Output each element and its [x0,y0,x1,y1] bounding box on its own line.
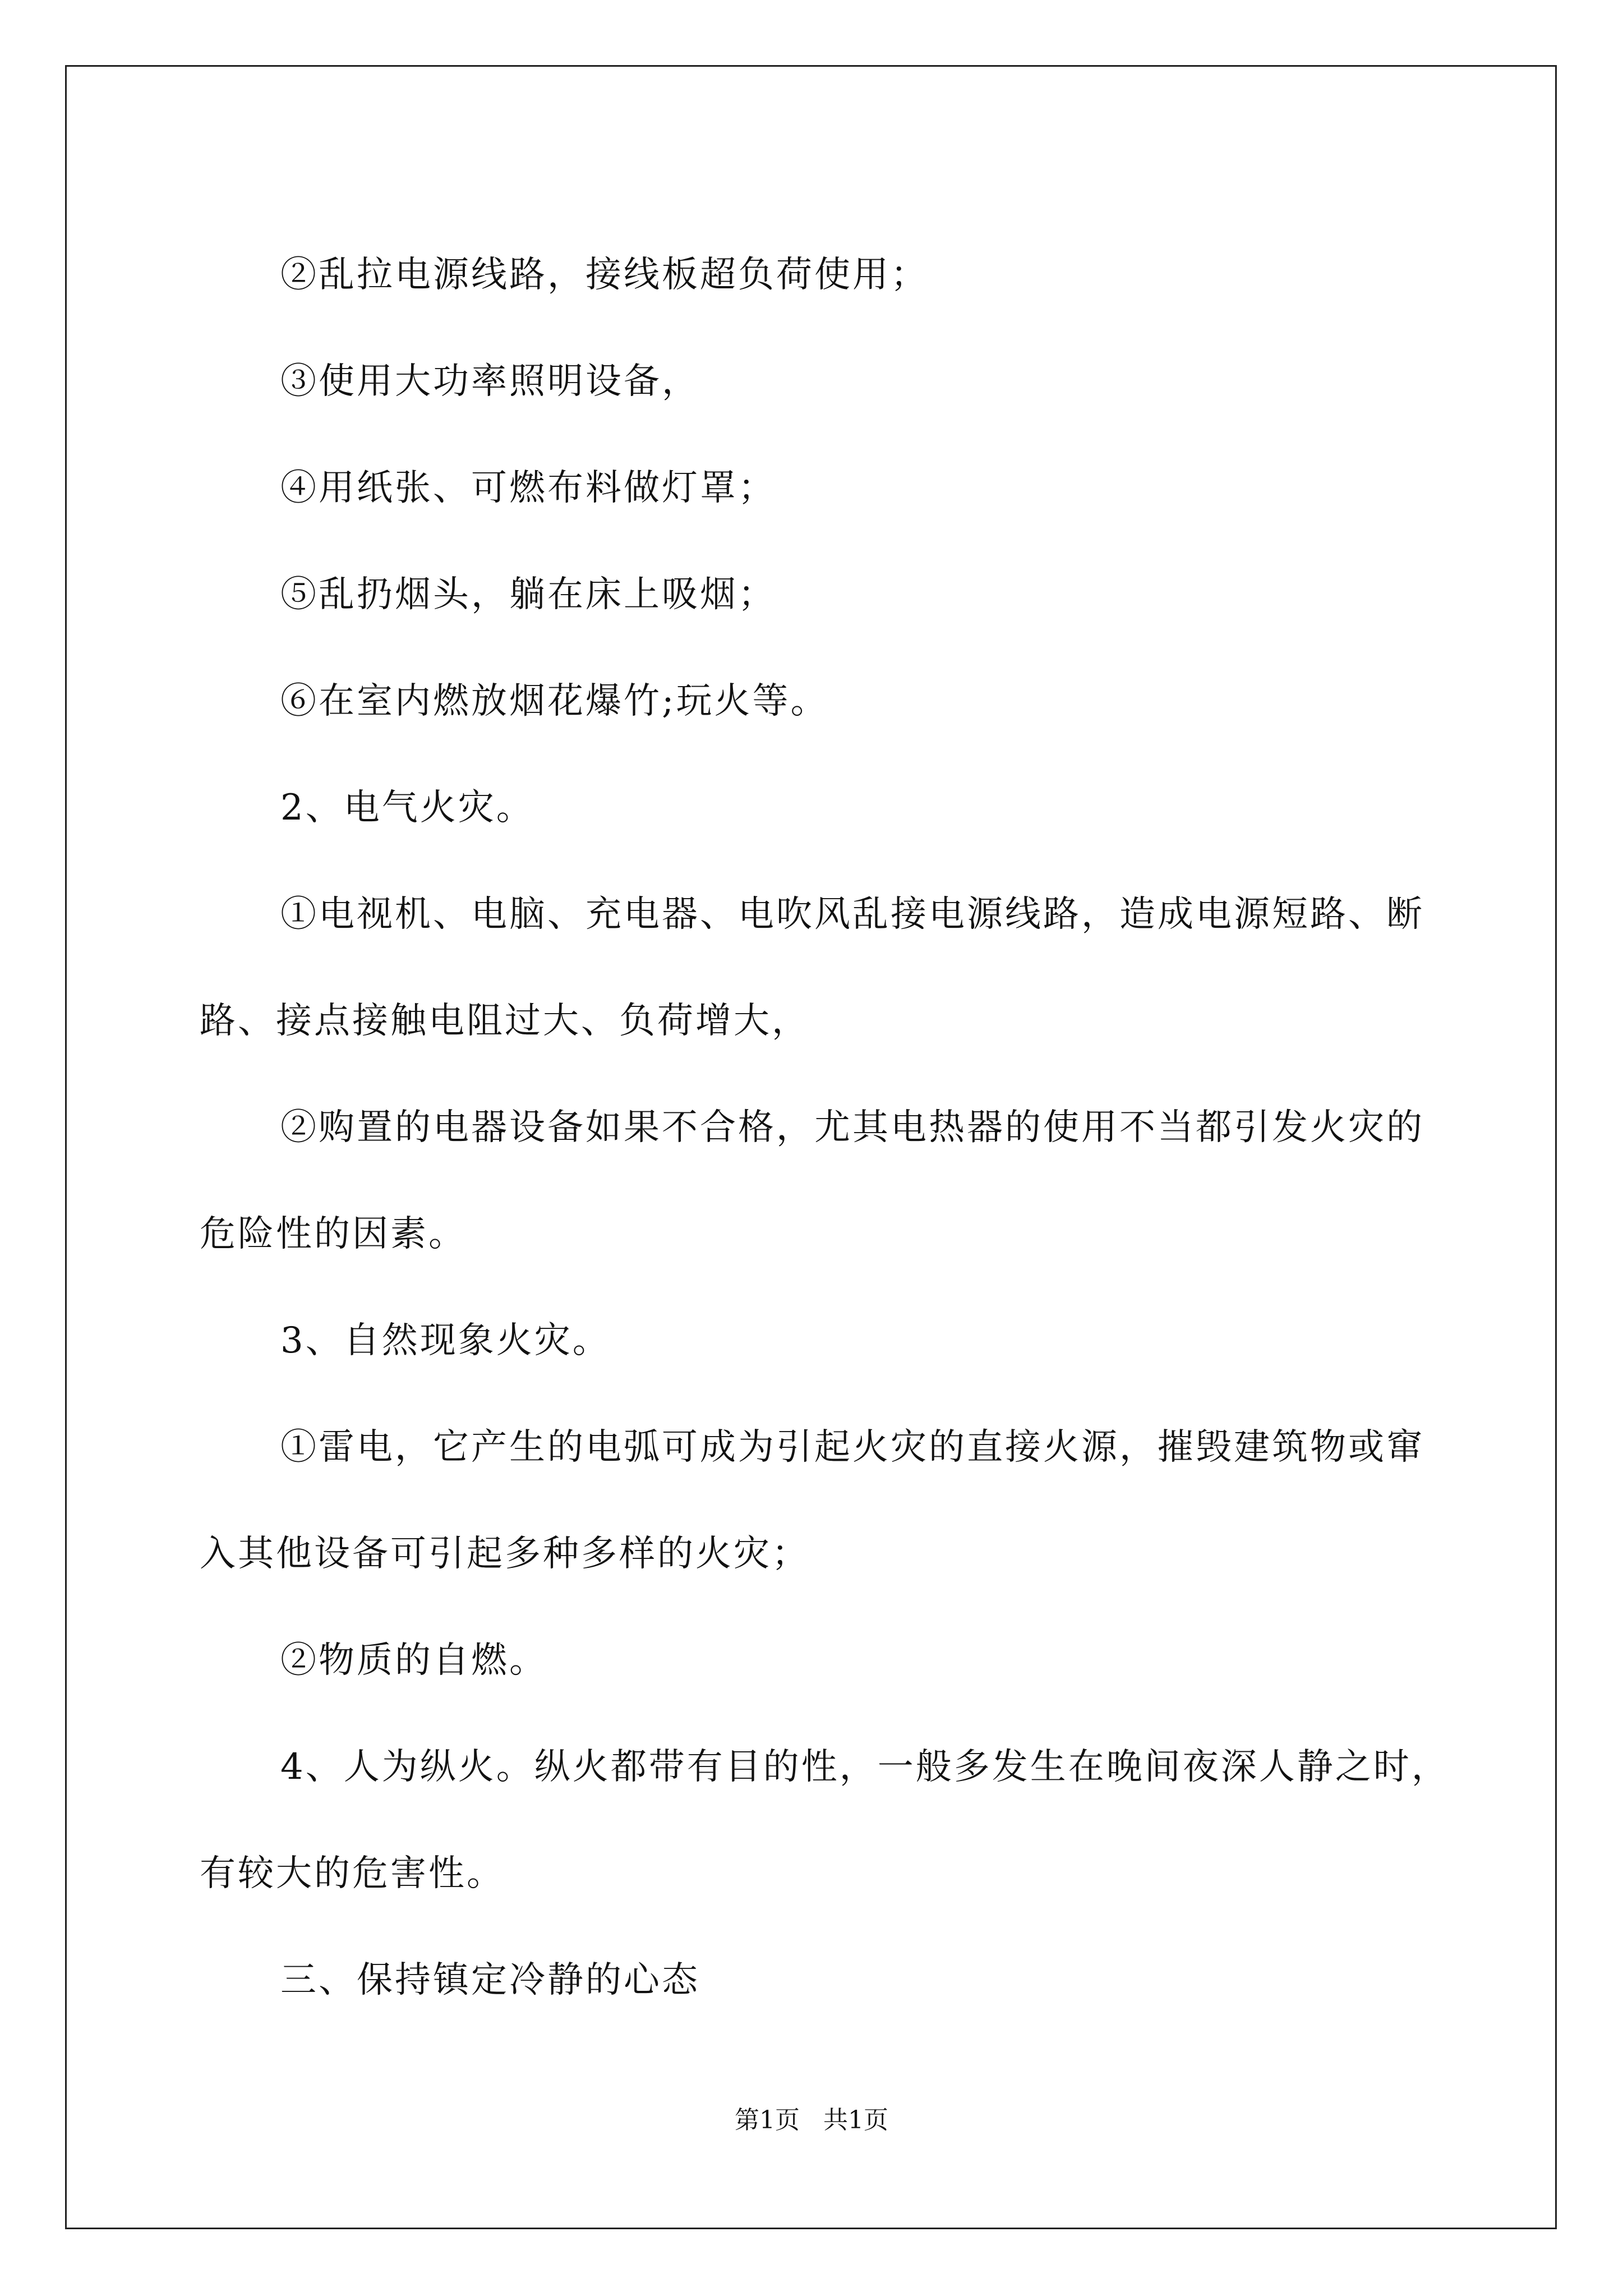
paragraph: ①电视机、电脑、充电器、电吹风乱接电源线路，造成电源短路、断路、接点接触电阻过大、负荷增大， [200,894,1424,1042]
current-page-number: 第1页 [735,2106,800,2134]
document-body [200,222,1456,2033]
paragraph: ②购置的电器设备如果不合格，尤其电热器的使用不当都引发火灾的危险性的因素。 [200,1107,1424,1255]
paragraph: 4、人为纵火。纵火都带有目的性，一般多发生在晚间夜深人静之时，有较大的危害性。 [200,1746,1450,1894]
paragraph: ①雷电，它产生的电弧可成为引起火灾的直接火源，摧毁建筑物或窜入其他设备可引起多种多样的火灾； [200,1427,1424,1575]
paragraph: ⑥在室内燃放烟花爆竹;玩火等。 [280,680,829,722]
section-heading: 3、自然现象火灾。 [280,1320,611,1361]
total-pages: 共1页 [823,2106,888,2134]
paragraph: ④用纸张、可燃布料做灯罩； [280,467,776,509]
paragraph: ②乱拉电源线路，接线板超负荷使用； [280,254,929,296]
paragraph: ⑤乱扔烟头，躺在床上吸烟； [280,574,776,615]
page-footer [0,2105,1623,2136]
section-heading: 2、电气火灾。 [280,787,534,829]
section-heading: 三、保持镇定冷静的心态 [280,1959,700,2001]
paragraph: ③使用大功率照明设备， [280,361,700,402]
paragraph: ②物质的自燃。 [280,1640,547,1681]
